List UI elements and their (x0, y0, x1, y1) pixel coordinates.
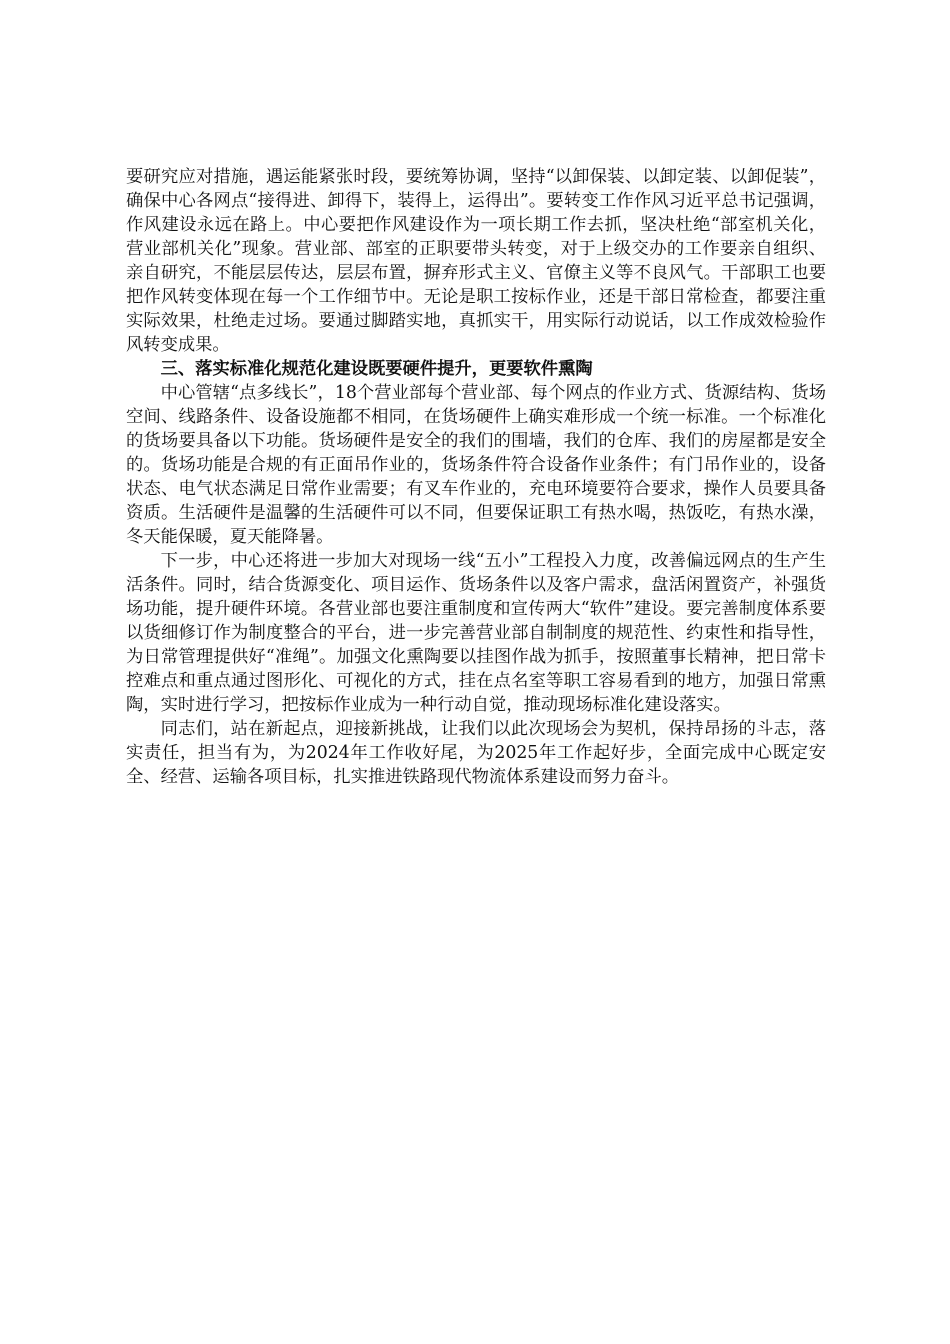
document-page (126, 165, 826, 789)
paragraph-closing: 同志们，站在新起点，迎接新挑战，让我们以此次现场会为契机，保持昂扬的斗志，落实责任，担当有为，为2024年工作收好尾，为2025年工作起好步，全面完成中心既定安全、经营、运输各项目标，扎实推进铁路现代物流体系建设而努力奋斗。 (126, 719, 826, 787)
paragraph-next-steps: 下一步，中心还将进一步加大对现场一线“五小”工程投入力度，改善偏远网点的生产生活条件。同时，结合货源变化、项目运作、货场条件以及客户需求，盘活闲置资产，补强货场功能，提升硬件环境。各营业部也要注重制度和宣传两大“软件”建设。要完善制度体系要以货细修订作为制度整合的平台，进一步完善营业部自制制度的规范性、约束性和指导性，为日常管理提供好“准绳”。加强文化熏陶要以挂图作战为抓手，按照董事长精神，把日常卡控难点和重点通过图形化、可视化的方式，挂在点名室等职工容易看到的地方，加强日常熏陶，实时进行学习，把按标作业成为一种行动自觉，推动现场标准化建设落实。 (126, 551, 826, 715)
section-heading: 三、落实标准化规范化建设既要硬件提升，更要软件熏陶 (160, 359, 593, 379)
paragraph-hardware: 中心管辖“点多线长”，18个营业部每个营业部、每个网点的作业方式、货源结构、货场空间、线路条件、设备设施都不相同，在货场硬件上确实难形成一个统一标准。一个标准化的货场要具备以下功能。货场硬件是安全的我们的围墙，我们的仓库、我们的房屋都是安全的。货场功能是合规的有正面吊作业的，货场条件符合设备作业条件；有门吊作业的，设备状态、电气状态满足日常作业需要；有叉车作业的，充电环境要符合要求，操作人员要具备资质。生活硬件是温馨的生活硬件可以不同，但要保证职工有热水喝，热饭吃，有热水澡，冬天能保暖，夏天能降暑。 (126, 383, 826, 547)
paragraph-continuation: 要研究应对措施，遇运能紧张时段，要统筹协调，坚持“以卸保装、以卸定装、以卸促装”，确保中心各网点“接得进、卸得下，装得上，运得出”。要转变工作作风习近平总书记强调，作风建设永远在路上。中心要把作风建设作为一项长期工作去抓，坚决杜绝“部室机关化，营业部机关化”现象。营业部、部室的正职要带头转变，对于上级交办的工作要亲自组织、亲自研究，不能层层传达，层层布置，摒弃形式主义、官僚主义等不良风气。干部职工也要把作风转变体现在每一个工作细节中。无论是职工按标作业，还是干部日常检查，都要注重实际效果，杜绝走过场。要通过脚踏实地，真抓实干，用实际行动说话，以工作成效检验作风转变成果。 (126, 167, 826, 355)
